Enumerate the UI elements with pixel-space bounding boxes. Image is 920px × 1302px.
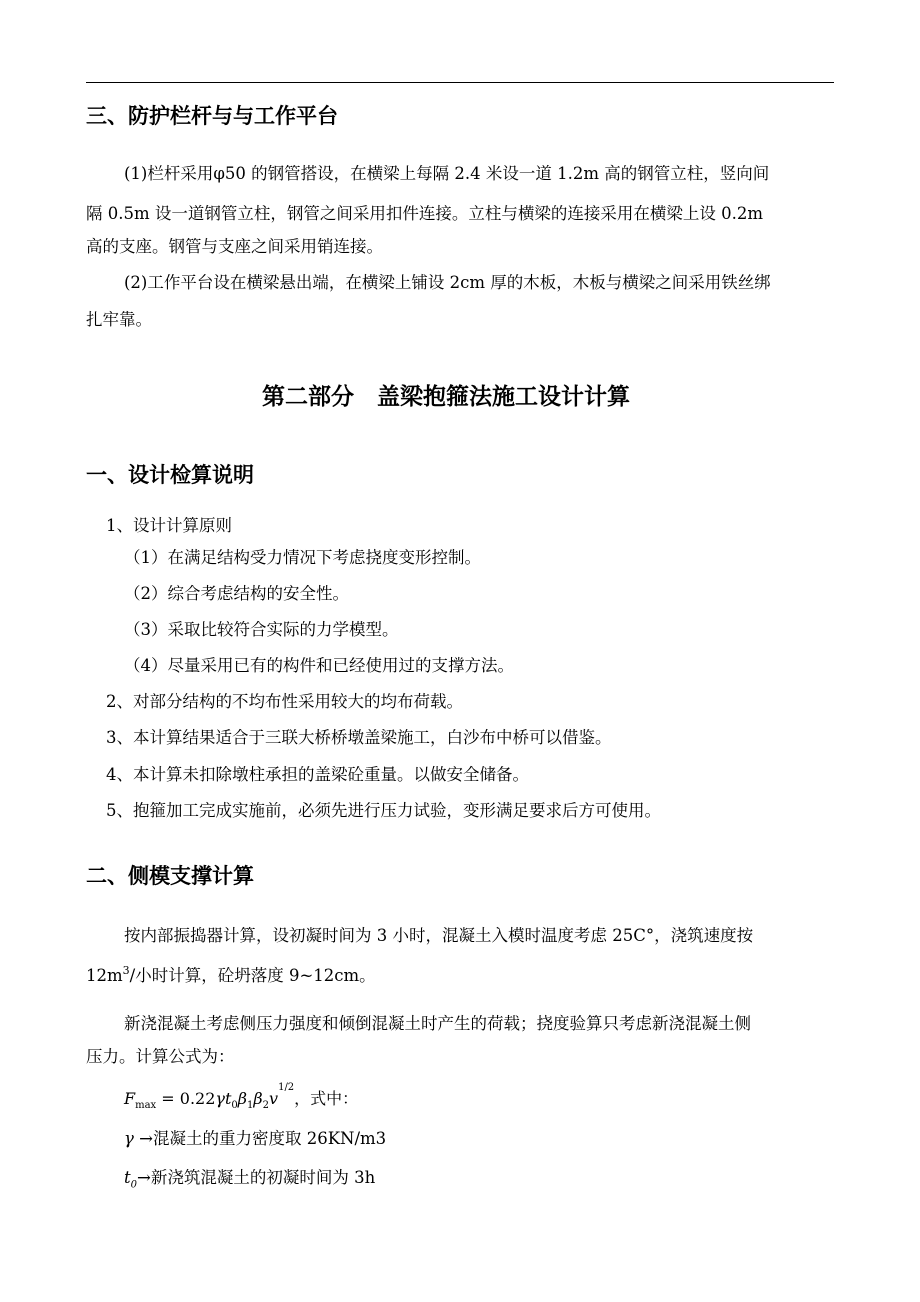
gamma-description: →混凝土的重力密度取 26KN/m3 xyxy=(139,1129,387,1148)
gamma-definition xyxy=(124,1129,386,1149)
principle-item-2: 2、对部分结构的不均布性采用较大的均布荷载。 xyxy=(106,692,463,711)
superscript-exponent: 3 xyxy=(122,964,130,977)
section-2-heading: 二、侧模支撑计算 xyxy=(86,864,254,888)
formula-tail: ，式中： xyxy=(294,1089,359,1108)
side-form-para-2-line-1: 新浇混凝土考虑侧压力强度和倾倒混凝土时产生的荷载；挠度验算只考虑新浇混凝土侧 xyxy=(124,1014,751,1033)
section-1-heading: 一、设计检算说明 xyxy=(86,463,254,487)
railing-para-line-1: (1)栏杆采用φ50 的钢管搭设，在横梁上每隔 2.4 米设一道 1.2m 高的钢管立柱，竖向间 xyxy=(124,164,770,183)
principle-item-5: 5、抱箍加工完成实施前，必须先进行压力试验，变形满足要求后方可使用。 xyxy=(106,801,661,820)
principle-sub-3: （3）采取比较符合实际的力学模型。 xyxy=(124,620,399,639)
platform-para-line-2: 扎牢靠。 xyxy=(86,310,152,329)
principle-item-1: 1、设计计算原则 xyxy=(106,516,232,535)
platform-para-line-1: (2)工作平台设在横梁悬出端，在横梁上铺设 2cm 厚的木板，木板与横梁之间采用铁丝绑 xyxy=(124,273,771,292)
side-form-para-1-line-2 xyxy=(86,966,376,986)
railing-para-line-3: 高的支座。钢管与支座之间采用销连接。 xyxy=(86,237,383,256)
part-2-title: 第二部分 盖梁抱箍法施工设计计算 xyxy=(262,384,630,410)
principle-item-4: 4、本计算未扣除墩柱承担的盖梁砼重量。以做安全储备。 xyxy=(106,765,529,784)
pour-rate-text: /小时计算，砼坍落度 9~12cm。 xyxy=(129,966,376,985)
side-form-para-1-line-1: 按内部振捣器计算，设初凝时间为 3 小时，混凝土入模时温度考虑 25C°，浇筑速度按 xyxy=(124,926,754,945)
pour-rate-value: 12m xyxy=(86,966,123,985)
section-3-heading: 三、防护栏杆与与工作平台 xyxy=(86,104,338,128)
principle-sub-1: （1）在满足结构受力情况下考虑挠度变形控制。 xyxy=(124,548,481,567)
gamma-symbol: γ xyxy=(124,1129,134,1148)
principle-item-3: 3、本计算结果适合于三联大桥桥墩盖梁施工，白沙布中桥可以借鉴。 xyxy=(106,728,612,747)
principle-sub-2: （2）综合考虑结构的安全性。 xyxy=(124,584,349,603)
side-form-para-2-line-2: 压力。计算公式为： xyxy=(86,1047,235,1066)
principle-sub-4: （4）尽量采用已有的构件和已经使用过的支撑方法。 xyxy=(124,656,514,675)
header-rule xyxy=(86,82,834,83)
t0-symbol: $t_0$ xyxy=(124,1168,138,1191)
railing-para-line-2: 隔 0.5m 设一道钢管立柱，钢管之间采用扣件连接。立柱与横梁的连接采用在横梁上设 0.2m xyxy=(86,204,764,223)
t0-description: →新浇筑混凝土的初凝时间为 3h xyxy=(137,1168,376,1187)
pressure-formula: $F_{max} = 0.22\gamma t_0\beta_1\beta_2v^{1/2}$，式中： xyxy=(124,1082,359,1112)
t0-definition xyxy=(124,1168,375,1195)
